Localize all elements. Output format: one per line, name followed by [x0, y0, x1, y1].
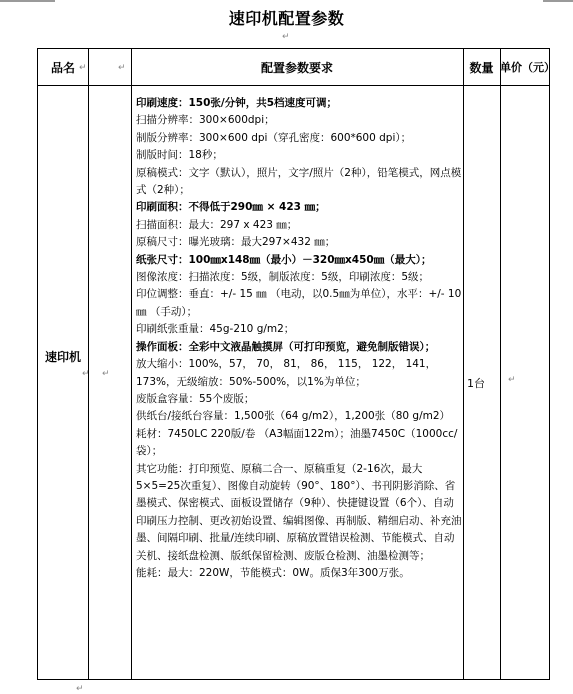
spec-line: 印位调整：垂直：+/- 15 ㎜ （电动，以0.5㎜为单位），水平：+/- 10 ㎜ （手动）； — [136, 288, 462, 318]
spec-line: 供纸台/接纸台容量：1,500张（64 g/m2），1,200张（80 g/m2） — [136, 410, 451, 423]
spec-line: 扫描分辨率：300×600dpi； — [136, 114, 275, 127]
spec-line: 印刷面积：不得低于290㎜ × 423 ㎜； — [136, 201, 326, 214]
paragraph-mark-icon: ↵ — [76, 684, 84, 694]
spec-line: 图像浓度：扫描浓度：5级，制版浓度：5级，印刷浓度：5级； — [136, 271, 430, 284]
spec-line: 制版分辨率：300×600 dpi（穿孔密度：600*600 dpi）； — [136, 131, 412, 144]
header-name: 品名 — [50, 61, 75, 75]
spec-line: 纸张尺寸：100㎜x148㎜（最小）－320㎜x450㎜（最大）； — [136, 253, 432, 266]
page-title: 速印机配置参数 — [228, 9, 345, 28]
spec-line: 印刷纸张重量：45g-210 g/m2； — [136, 323, 295, 336]
paragraph-mark-icon: ↵ — [282, 32, 290, 42]
header-unit-price: 单价（元） — [500, 60, 555, 74]
item-qty: 1台 — [467, 377, 485, 390]
header-params: 配置参数要求 — [260, 61, 333, 75]
header-qty: 数量 — [469, 61, 494, 75]
spec-line: 扫描面积：最大：297 x 423 ㎜； — [136, 218, 298, 231]
spec-line: 废版盒容量：55个废版； — [136, 392, 255, 405]
spec-line: 耗材：7450LC 220版/卷 （A3幅面122m）；油墨7450C（1000cc/袋）； — [136, 427, 458, 458]
spec-table: 品名 ↵ ↵ 配置参数要求 数量 单价（元） 速印机 ↵ ↵ 印刷速度：150张/分钟，共5档速度可调； 扫描分辨率：300×600dpi； 制版分辨率：300×600 dpi（穿孔密度：600*600 dpi）； 制版时间：18秒； 原稿模式：文字（默认），照片，文字/照片（2种），铅笔模式，网点模式（2种）； 印刷面积：不得低于290㎜ × 423 ㎜； 扫描面积：最大：297 x 423 ㎜； 原稿尺寸：曝光玻璃：最大297×432 ㎜； 纸张尺寸：100㎜x148㎜（最小）－320㎜x450㎜（最大）； 图像浓度：扫描浓度：5级，制版浓度：5级，印刷浓度：5级； 印位调整：垂直：+/- 15 ㎜ （电动，以0.5㎜为单位），水平：+/- 10 ㎜ （手动）； 印刷纸张重量：45g-210 g/m2； 操作面板：全彩中文液晶触摸屏（可打印预览，避免制版错误）； 放大缩小：100%，57， 70， 81， 86， 115， 122， 141， 173%，无级缩放：50%-500%，以1%为单位； 废版盒容量：55个废版； 供纸台/接纸台容量：1,500张（64 g/m2），1,200张（80 g/m2） 耗材：7450LC 220版/卷 （A3幅面122m）；油墨7450C（1000cc/袋）； 其它功能：打印预览、原稿二合一、原稿重复（2-16次，最大5×5=25次重复）、图像自动旋转（90°、180°）、书刊阴影消除、省墨模式、保密模式、面板设置储存（9种）、快捷键设置（6个）、自动印刷压力控制、更改初始设置、编辑图像、再制版、精细启动、补充油墨、间隔印刷、批量/连续印刷、原稿放置错误检测、节能模式、自动关机、接纸盘检测、版纸保留检测、废版仓检测、油墨检测等； 能耗：最大：220W，节能模式：0W。质保3年300万张。 1台 ↵ — [37, 48, 550, 680]
spec-line: 操作面板：全彩中文液晶触摸屏（可打印预览，避免制版错误）； — [136, 340, 436, 353]
spec-list — [136, 95, 462, 582]
spec-line: 能耗：最大：220W，节能模式：0W。质保3年300万张。 — [136, 566, 410, 579]
top-rule — [0, 0, 573, 2]
spec-line: 放大缩小：100%，57， 70， 81， 86， 115， 122， 141， 173%，无级缩放：50%-500%，以1%为单位； — [136, 358, 437, 388]
spec-line: 制版时间：18秒； — [136, 149, 223, 162]
spec-line: 原稿模式：文字（默认），照片，文字/照片（2种），铅笔模式，网点模式（2种）； — [136, 166, 462, 197]
item-name: 速印机 — [44, 350, 81, 364]
spec-line: 原稿尺寸：曝光玻璃：最大297×432 ㎜； — [136, 236, 336, 249]
spec-line: 印刷速度：150张/分钟，共5档速度可调； — [136, 97, 338, 109]
spec-line: 其它功能：打印预览、原稿二合一、原稿重复（2-16次，最大5×5=25次重复）、图像自动旋转（90°、180°）、书刊阴影消除、省墨模式、保密模式、面板设置储存（9种）、快捷键设置（6个）、自动印刷压力控制、更改初始设置、编辑图像、再制版、精细启动、补充油墨、间隔印刷、批量/连续印刷、原稿放置错误检测、节能模式、自动关机、接纸盘检测、版纸保留检测、废版仓检测、油墨检测等； — [136, 462, 462, 562]
